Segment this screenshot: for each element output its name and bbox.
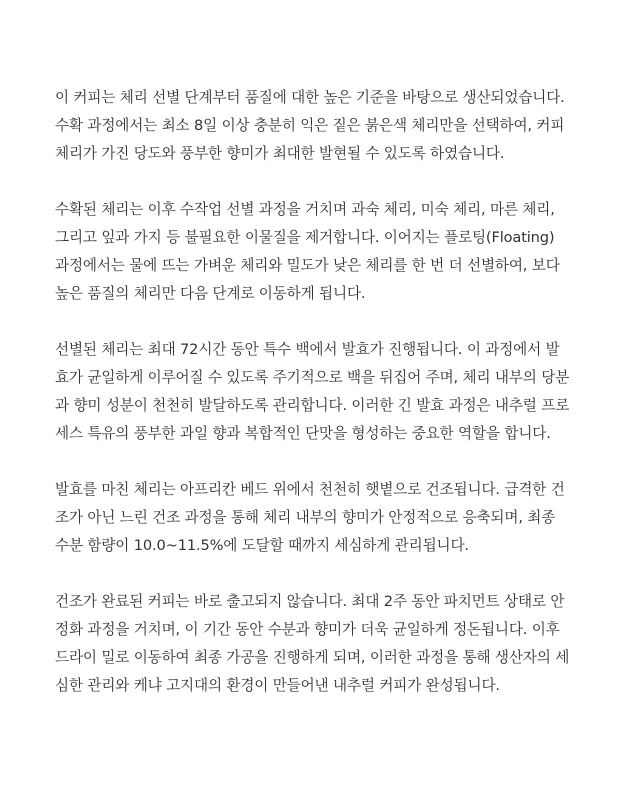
text-line: 세스 특유의 풍부한 과일 향과 복합적인 단맛을 형성하는 중요한 역할을 합니다. <box>55 425 551 442</box>
text-line: 그리고 잎과 가지 등 불필요한 이물질을 제거합니다. 이어지는 플로팅(Floating) <box>55 229 555 246</box>
text-line: 선별된 체리는 최대 72시간 동안 특수 백에서 발효가 진행됩니다. 이 과정에서 발 <box>55 341 560 358</box>
text-line: 조가 아닌 느린 건조 과정을 통해 체리 내부의 향미가 안정적으로 응축되며, 최종 <box>55 509 556 526</box>
text-line: 효가 균일하게 이루어질 수 있도록 주기적으로 백을 뒤집어 주며, 체리 내부의 당분 <box>55 369 570 386</box>
text-line: 심한 관리와 케냐 고지대의 환경이 만들어낸 내추럴 커피가 완성됩니다. <box>55 677 500 694</box>
text-line: 수확된 체리는 이후 수작업 선별 과정을 거치며 과숙 체리, 미숙 체리, 마른 체리, <box>55 201 555 218</box>
text-line: 수분 함량이 10.0~11.5%에 도달할 때까지 세심하게 관리됩니다. <box>55 537 469 554</box>
paragraph-resting-and-milling <box>55 588 600 700</box>
text-line: 이 커피는 체리 선별 단계부터 품질에 대한 높은 기준을 바탕으로 생산되었습니다. <box>55 89 565 106</box>
paragraph-cherry-selection <box>55 84 600 168</box>
paragraph-hand-sorting <box>55 196 600 308</box>
text-line: 체리가 가진 당도와 풍부한 향미가 최대한 발현될 수 있도록 하였습니다. <box>55 145 505 162</box>
paragraph-fermentation <box>55 336 600 448</box>
text-line: 정화 과정을 거치며, 이 기간 동안 수분과 향미가 더욱 균일하게 정돈됩니다. 이후 <box>55 621 560 638</box>
text-line: 과정에서는 물에 뜨는 가벼운 체리와 밀도가 낮은 체리를 한 번 더 선별하여, 보다 <box>55 257 560 274</box>
paragraph-drying <box>55 476 600 560</box>
text-line: 과 향미 성분이 천천히 발달하도록 관리합니다. 이러한 긴 발효 과정은 내추럴 프로 <box>55 397 570 414</box>
text-line: 건조가 완료된 커피는 바로 출고되지 않습니다. 최대 2주 동안 파치먼트 상태로 안 <box>55 593 565 610</box>
text-line: 높은 품질의 체리만 다음 단계로 이동하게 됩니다. <box>55 285 366 302</box>
text-line: 발효를 마친 체리는 아프리칸 베드 위에서 천천히 햇볕으로 건조됩니다. 급격한 건 <box>55 481 565 498</box>
text-line: 드라이 밀로 이동하여 최종 가공을 진행하게 되며, 이러한 과정을 통해 생산자의 세 <box>55 649 570 666</box>
text-line: 수확 과정에서는 최소 8일 이상 충분히 익은 짙은 붉은색 체리만을 선택하여, 커피 <box>55 117 565 134</box>
